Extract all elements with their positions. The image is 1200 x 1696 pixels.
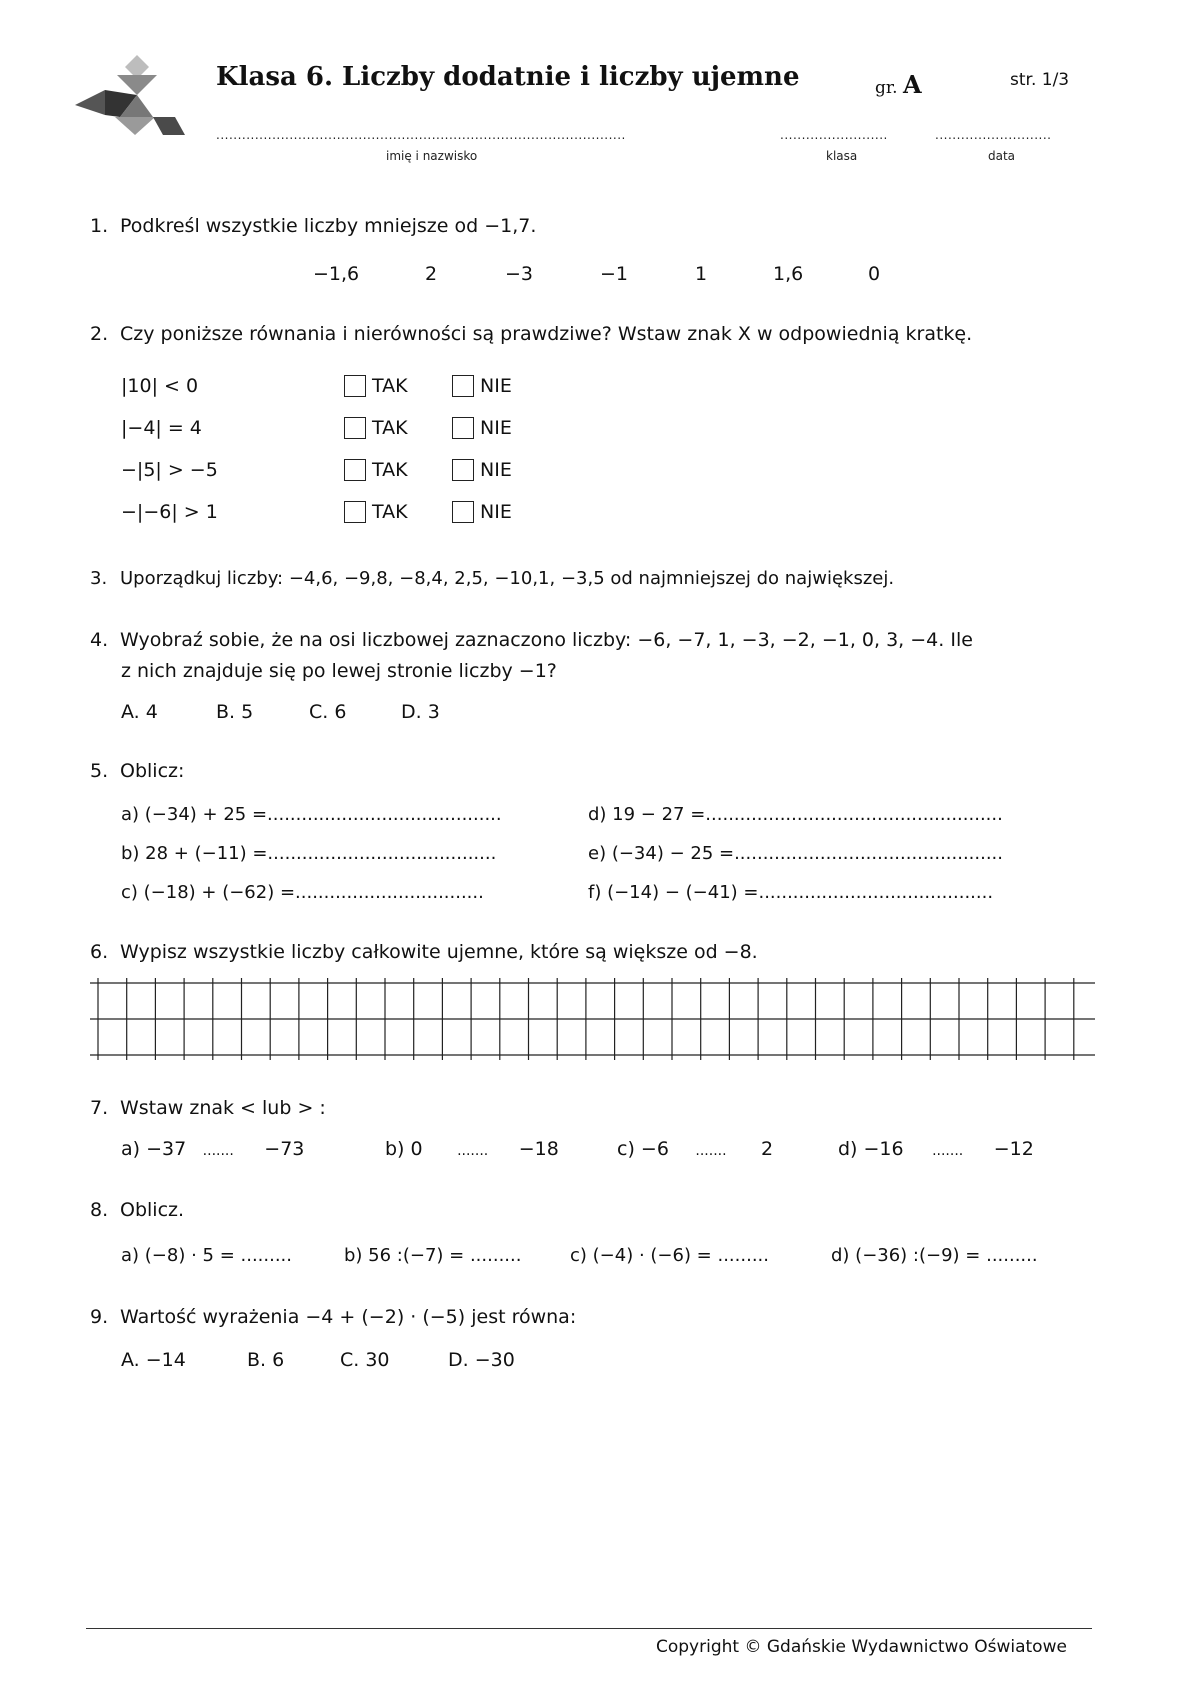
tak-checkbox[interactable] (344, 459, 366, 481)
class-field[interactable]: ......................... (780, 128, 888, 142)
question-text: Czy poniższe równania i nierówności są prawdziwe? Wstaw znak X w odpowiednią kratkę. (120, 323, 973, 345)
question-number: 1. (90, 215, 109, 237)
question-text: Podkreśl wszystkie liczby mniejsze od −1,7. (120, 215, 537, 237)
q2-expression: −|5| > −5 (121, 459, 218, 481)
question-5 (90, 760, 184, 782)
page-number: str. 1/3 (1010, 70, 1070, 90)
q1-number[interactable]: −3 (505, 263, 534, 285)
q2-item (121, 459, 512, 481)
answer-option[interactable]: A. 4 (121, 701, 158, 723)
q5-task[interactable]: f) (−14) − (−41) =......................................... (588, 882, 994, 903)
group-letter: A (902, 70, 922, 99)
tak-checkbox[interactable] (344, 501, 366, 523)
answer-option[interactable]: A. −14 (121, 1349, 186, 1371)
question-2 (90, 323, 972, 345)
q7-blank[interactable]: ....... (932, 1143, 964, 1159)
q7-blank[interactable]: ....... (695, 1143, 727, 1159)
question-text: Wypisz wszystkie liczby całkowite ujemne, które są większe od −8. (120, 941, 758, 963)
question-text: Oblicz. (120, 1199, 185, 1221)
q7-right: −12 (993, 1138, 1034, 1160)
question-4 (90, 629, 973, 651)
footer-divider (86, 1628, 1092, 1629)
q2-expression: |−4| = 4 (121, 417, 202, 439)
question-1 (90, 215, 536, 237)
q7-right: 2 (761, 1138, 774, 1160)
q1-number[interactable]: 0 (868, 263, 881, 285)
question-6 (90, 941, 758, 963)
question-number: 3. (90, 568, 108, 589)
q8-task[interactable]: a) (−8) · 5 = ......... (121, 1245, 292, 1266)
name-label: imię i nazwisko (386, 149, 478, 163)
q5-task[interactable]: a) (−34) + 25 =......................................... (121, 804, 502, 825)
q5-task[interactable]: e) (−34) − 25 =............................................... (588, 843, 1004, 864)
nie-label: NIE (480, 375, 512, 397)
group-label (875, 70, 922, 99)
answer-option[interactable]: C. 30 (340, 1349, 390, 1371)
q2-item (121, 501, 512, 523)
nie-label: NIE (480, 501, 512, 523)
question-number: 9. (90, 1306, 109, 1328)
q1-number[interactable]: −1,6 (313, 263, 360, 285)
date-label: data (988, 149, 1016, 163)
answer-option[interactable]: D. 3 (401, 701, 440, 723)
q7-item (121, 1138, 304, 1160)
tak-checkbox[interactable] (344, 375, 366, 397)
question-number: 4. (90, 629, 109, 651)
q2-expression: −|−6| > 1 (121, 501, 218, 523)
q7-item (838, 1138, 1034, 1160)
tak-label: TAK (372, 501, 408, 523)
tangram-logo-icon (75, 55, 185, 150)
name-field[interactable]: ............................................................................................... (216, 128, 626, 142)
date-field[interactable]: ........................... (935, 128, 1052, 142)
q1-number[interactable]: −1 (600, 263, 629, 285)
q5-task[interactable]: d) 19 − 27 =.................................................... (588, 804, 1003, 825)
question-4-line-2: z nich znajduje się po lewej stronie liczby −1? (121, 660, 557, 682)
q7-right: −73 (264, 1138, 305, 1160)
q7-item (617, 1138, 773, 1160)
q1-number[interactable]: 1 (695, 263, 708, 285)
answer-grid[interactable] (90, 978, 1095, 1060)
question-7 (90, 1097, 326, 1119)
question-text: Wstaw znak < lub > : (120, 1097, 326, 1119)
tak-label: TAK (372, 375, 408, 397)
q2-item (121, 417, 512, 439)
q8-task[interactable]: d) (−36) :(−9) = ......... (831, 1245, 1038, 1266)
q7-blank[interactable]: ....... (202, 1143, 234, 1159)
q7-left: b) 0 (385, 1138, 423, 1160)
q7-right: −18 (518, 1138, 559, 1160)
q8-task[interactable]: b) 56 :(−7) = ......... (344, 1245, 522, 1266)
q2-expression: |10| < 0 (121, 375, 199, 397)
question-text: Oblicz: (120, 760, 185, 782)
q7-left: c) −6 (617, 1138, 669, 1160)
question-text: Wartość wyrażenia −4 + (−2) · (−5) jest równa: (120, 1306, 577, 1328)
q1-number[interactable]: 2 (425, 263, 438, 285)
question-text: Uporządkuj liczby: −4,6, −9,8, −8,4, 2,5, −10,1, −3,5 od najmniejszej do największej. (120, 568, 895, 589)
nie-checkbox[interactable] (452, 375, 474, 397)
question-number: 2. (90, 323, 109, 345)
answer-option[interactable]: B. 6 (247, 1349, 285, 1371)
question-text: Wyobraź sobie, że na osi liczbowej zaznaczono liczby: −6, −7, 1, −3, −2, −1, 0, 3, −4. Ile (120, 629, 973, 651)
q5-task[interactable]: b) 28 + (−11) =........................................ (121, 843, 497, 864)
nie-label: NIE (480, 459, 512, 481)
question-9 (90, 1306, 576, 1328)
q7-item (385, 1138, 559, 1160)
group-prefix: gr. (875, 78, 898, 98)
copyright: Copyright © Gdańskie Wydawnictwo Oświatowe (656, 1637, 1067, 1657)
answer-option[interactable]: B. 5 (216, 701, 254, 723)
question-3 (90, 568, 894, 589)
q1-number[interactable]: 1,6 (773, 263, 804, 285)
nie-checkbox[interactable] (452, 417, 474, 439)
question-number: 6. (90, 941, 109, 963)
nie-checkbox[interactable] (452, 459, 474, 481)
class-label: klasa (826, 149, 858, 163)
tak-label: TAK (372, 417, 408, 439)
question-number: 7. (90, 1097, 109, 1119)
tak-checkbox[interactable] (344, 417, 366, 439)
q7-blank[interactable]: ....... (457, 1143, 489, 1159)
q8-task[interactable]: c) (−4) · (−6) = ......... (570, 1245, 769, 1266)
q7-left: d) −16 (838, 1138, 904, 1160)
nie-checkbox[interactable] (452, 501, 474, 523)
tak-label: TAK (372, 459, 408, 481)
answer-option[interactable]: C. 6 (309, 701, 347, 723)
page-title: Klasa 6. Liczby dodatnie i liczby ujemne (216, 62, 800, 92)
question-8 (90, 1199, 184, 1221)
q5-task[interactable]: c) (−18) + (−62) =................................. (121, 882, 484, 903)
nie-label: NIE (480, 417, 512, 439)
answer-option[interactable]: D. −30 (448, 1349, 515, 1371)
question-number: 5. (90, 760, 109, 782)
question-number: 8. (90, 1199, 109, 1221)
q2-item (121, 375, 512, 397)
q7-left: a) −37 (121, 1138, 187, 1160)
